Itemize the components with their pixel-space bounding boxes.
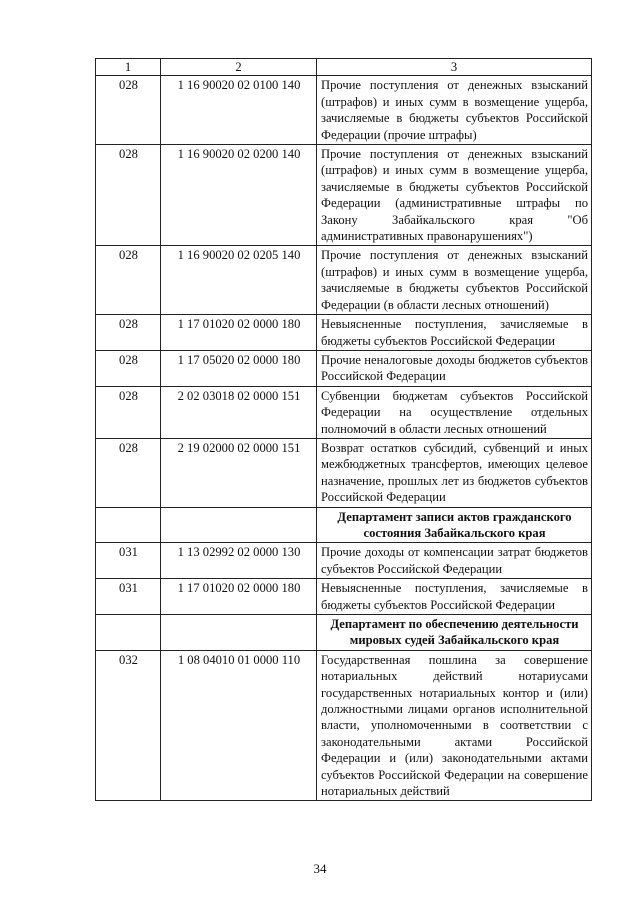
budget-code-cell: 2 02 03018 02 0000 151 (161, 386, 317, 438)
table-row (96, 543, 592, 579)
empty-cell (96, 615, 161, 651)
budget-code-cell: 1 08 04010 01 0000 110 (161, 650, 317, 801)
admin-code-cell: 028 (96, 386, 161, 438)
admin-code-cell: 031 (96, 579, 161, 615)
table-row (96, 145, 592, 246)
table-row (96, 650, 592, 801)
table-row (96, 438, 592, 507)
table-row (96, 350, 592, 386)
admin-code-cell: 028 (96, 350, 161, 386)
section-header-row (96, 615, 592, 651)
budget-code-cell: 1 16 90020 02 0100 140 (161, 76, 317, 145)
revenue-name-cell: Государственная пошлина за совершение нотариальных действий нотариусами государственных нотариальных контор и (или) должностными лицами органов исполнительной власти, уполномоченными в соответствии с законодательными актами Российской Федерации и (или) законодательными актами субъектов Российской Федерации на совершение нотариальных действий (317, 650, 592, 801)
revenue-name-cell: Прочие поступления от денежных взысканий (штрафов) и иных сумм в возмещение ущерба, зачисляемые в бюджеты субъектов Российской Федерации (в области лесных отношений) (317, 246, 592, 315)
table-header-row (96, 59, 592, 76)
admin-code-cell: 032 (96, 650, 161, 801)
column-header: 2 (161, 59, 317, 76)
budget-code-cell: 1 16 90020 02 0205 140 (161, 246, 317, 315)
revenue-name-cell: Прочие поступления от денежных взысканий (штрафов) и иных сумм в возмещение ущерба, зачисляемые в бюджеты субъектов Российской Федерации (прочие штрафы) (317, 76, 592, 145)
column-header: 3 (317, 59, 592, 76)
budget-code-cell: 1 17 01020 02 0000 180 (161, 315, 317, 351)
admin-code-cell: 028 (96, 145, 161, 246)
revenue-name-cell: Невыясненные поступления, зачисляемые в бюджеты субъектов Российской Федерации (317, 579, 592, 615)
revenue-name-cell: Невыясненные поступления, зачисляемые в бюджеты субъектов Российской Федерации (317, 315, 592, 351)
empty-cell (96, 507, 161, 543)
admin-code-cell: 028 (96, 315, 161, 351)
section-header-row (96, 507, 592, 543)
section-title-courts-department: Департамент по обеспечению деятельности мировых судей Забайкальского края (317, 615, 592, 651)
admin-code-cell: 028 (96, 76, 161, 145)
budget-code-cell: 2 19 02000 02 0000 151 (161, 438, 317, 507)
revenue-name-cell: Прочие доходы от компенсации затрат бюджетов субъектов Российской Федерации (317, 543, 592, 579)
budget-code-cell: 1 13 02992 02 0000 130 (161, 543, 317, 579)
admin-code-cell: 031 (96, 543, 161, 579)
table-row (96, 315, 592, 351)
page-number: 34 (313, 861, 327, 876)
admin-code-cell: 028 (96, 438, 161, 507)
budget-code-cell: 1 16 90020 02 0200 140 (161, 145, 317, 246)
admin-code-cell: 028 (96, 246, 161, 315)
revenue-codes-table (95, 58, 592, 801)
revenue-name-cell: Прочие неналоговые доходы бюджетов субъектов Российской Федерации (317, 350, 592, 386)
table-row (96, 246, 592, 315)
revenue-name-cell: Субвенции бюджетам субъектов Российской Федерации на осуществление отдельных полномочий в области лесных отношений (317, 386, 592, 438)
empty-cell (161, 507, 317, 543)
table-row (96, 76, 592, 145)
empty-cell (161, 615, 317, 651)
revenue-name-cell: Возврат остатков субсидий, субвенций и иных межбюджетных трансфертов, имеющих целевое назначение, прошлых лет из бюджетов субъектов Российской Федерации (317, 438, 592, 507)
table-row (96, 579, 592, 615)
budget-code-cell: 1 17 05020 02 0000 180 (161, 350, 317, 386)
column-header: 1 (96, 59, 161, 76)
table-row (96, 386, 592, 438)
section-title-registry-department: Департамент записи актов гражданского состояния Забайкальского края (317, 507, 592, 543)
revenue-name-cell: Прочие поступления от денежных взысканий (штрафов) и иных сумм в возмещение ущерба, зачисляемые в бюджеты субъектов Российской Федерации (административные штрафы по Закону Забайкальского края "Об административных правонарушениях") (317, 145, 592, 246)
budget-code-cell: 1 17 01020 02 0000 180 (161, 579, 317, 615)
